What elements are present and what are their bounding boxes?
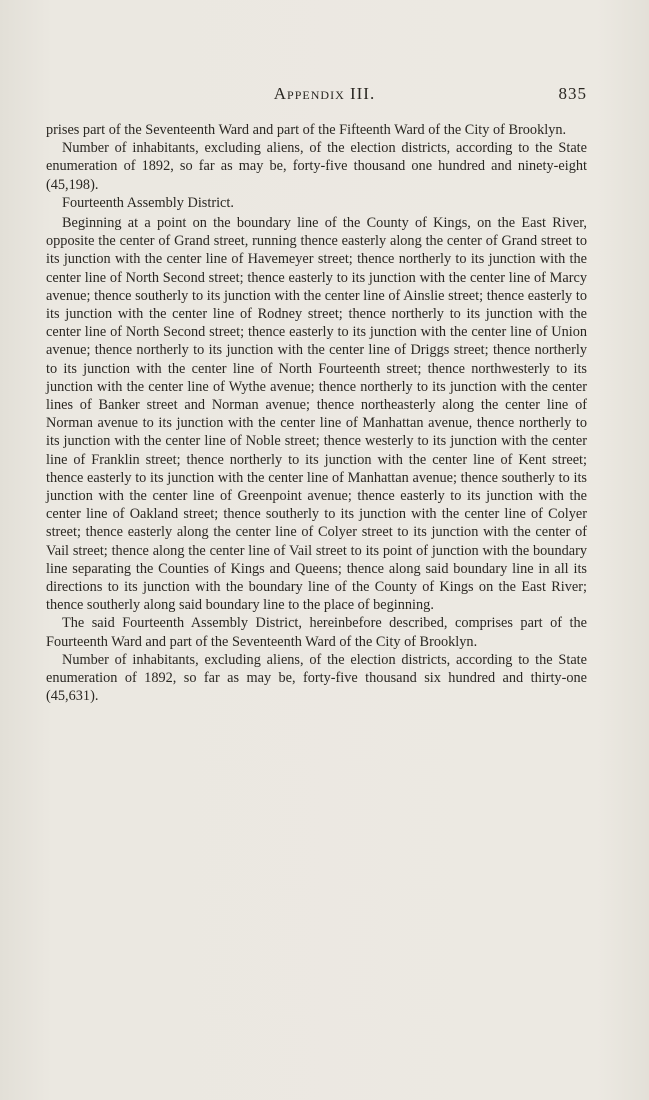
boundary-description-paragraph: Beginning at a point on the boundary line of the County of Kings, on the East River, opposite the center of Grand street, running thence easterly along the center of Grand street to its junction with the center line of Havemeyer street; thence northerly to its junction with the center line of North Second street; thence easterly to its junction with the center line of Marcy avenue; thence southerly to its junction with the center line of Ainslie street; thence easterly to its junction with the center line of Rodney street; thence northerly to its junction with the center line of North Second street; thence easterly to its junction with the center line of Union avenue; thence northerly to its junction with the center line of Driggs street; thence northerly to its junction with the center line of North Fourteenth street; thence northwesterly to its junction with the center line of Wythe avenue; thence northerly to its junction with the center lines of Banker street and Norman avenue; thence northeasterly along the center line of Norman avenue to its junction with the center line of Manhattan avenue, thence northerly to its junction with the center line of Noble street; thence westerly to its junction with the center line of Franklin street; thence northerly to its junction with the center line of Kent street; thence easterly to its junction with the center line of Manhattan avenue; thence southerly to its junction with the center line of Greenpoint avenue; thence easterly to its junction with the center line of Oakland street; thence southerly to its junction with the center line of Colyer street; thence easterly along the center line of Colyer street to its junction with the center of Vail street; thence along the center line of Vail street to its point of junction with the boundary line separating the Counties of Kings and Queens; thence along said boundary line in all its directions to its junction with the boundary line of the County of Kings on the East River; thence southerly along said boundary line to the place of beginning.	[46, 215, 587, 614]
page-number: 835	[558, 84, 587, 103]
inhabitants-paragraph: Number of inhabitants, excluding aliens, of the election districts, according to the State enumeration of 1892, so far as may be, forty-five thousand six hundred and thirty-one (45,631).	[46, 651, 587, 705]
page-body	[46, 121, 587, 706]
inhabitants-paragraph-previous: Number of inhabitants, excluding aliens, of the election districts, according to the State enumeration of 1892, so far as may be, forty-five thousand one hundred and ninety-eight (45,198).	[46, 140, 587, 193]
continuation-paragraph: prises part of the Seventeenth Ward and part of the Fifteenth Ward of the City of Brooklyn.	[46, 122, 567, 138]
section-heading: Fourteenth Assembly District.	[62, 194, 234, 211]
running-head: Appendix III.	[273, 84, 376, 103]
district-summary-paragraph: The said Fourteenth Assembly District, hereinbefore described, comprises part of the Fourteenth Ward and part of the Seventeenth Ward of the City of Brooklyn.	[46, 615, 587, 650]
page-header	[0, 84, 649, 108]
